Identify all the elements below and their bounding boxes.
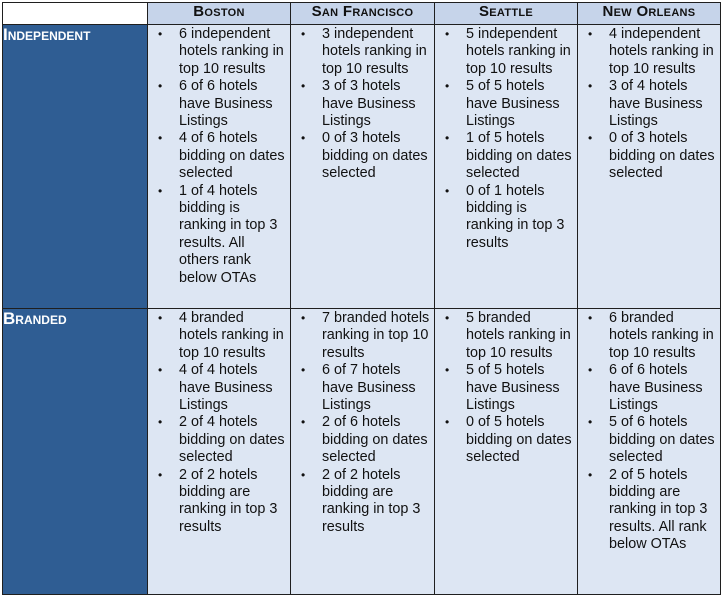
bullet-item	[435, 310, 573, 362]
bullet-item	[578, 130, 716, 182]
bullet-text: 4 of 6 hotels bidding on dates selected	[179, 130, 285, 182]
bullet-icon: •	[158, 27, 163, 41]
bullet-text: 3 of 3 hotels have Business Listings	[322, 78, 416, 130]
bullet-icon: •	[445, 363, 450, 378]
column-header-seattle: Seattle	[435, 3, 578, 25]
bullet-text: 5 of 5 hotels have Business Listings	[466, 78, 560, 130]
bullet-item	[435, 26, 573, 78]
bullet-item	[435, 130, 573, 182]
bullet-item	[291, 130, 430, 182]
bullet-icon: •	[301, 363, 306, 378]
row-independent	[3, 25, 721, 309]
cell-independent-san-francisco	[291, 25, 435, 309]
bullet-item	[291, 310, 430, 362]
bullet-text: 0 of 3 hotels bidding on dates selected	[322, 130, 428, 182]
bullet-item	[148, 78, 286, 130]
column-header-san-francisco: San Francisco	[291, 3, 435, 25]
header-row	[3, 3, 721, 25]
bullet-icon: •	[158, 131, 163, 146]
cell-independent-boston	[148, 25, 291, 309]
bullet-item	[578, 26, 716, 78]
bullet-icon: •	[158, 363, 163, 378]
column-header-new-orleans: New Orleans	[578, 3, 721, 25]
bullet-icon: •	[301, 467, 306, 482]
bullet-text: 2 of 5 hotels bidding are ranking in top 3 results. All rank below OTAs	[609, 466, 708, 553]
bullet-text: 2 of 4 hotels bidding on dates selected	[179, 414, 285, 466]
bullet-icon: •	[588, 131, 593, 146]
bullet-item	[578, 362, 716, 414]
bullet-text: 7 branded hotels ranking in top 10 results	[322, 310, 430, 361]
bullet-icon: •	[588, 79, 593, 94]
bullet-item	[578, 310, 716, 362]
bullet-icon: •	[445, 131, 450, 146]
bullet-item	[148, 183, 286, 287]
bullet-item	[148, 362, 286, 414]
cell-independent-seattle	[435, 25, 578, 309]
bullet-icon: •	[158, 415, 163, 430]
row-branded	[3, 309, 721, 595]
bullet-icon: •	[301, 415, 306, 430]
bullet-text: 5 of 6 hotels bidding on dates selected	[609, 414, 715, 466]
bullet-text: 0 of 5 hotels bidding on dates selected	[466, 414, 572, 466]
cell-branded-seattle	[435, 309, 578, 595]
cell-branded-san-francisco	[291, 309, 435, 595]
bullet-item	[435, 362, 573, 414]
row-label-independent: Independent	[3, 25, 148, 309]
bullet-text: 6 of 6 hotels have Business Listings	[179, 78, 273, 130]
bullet-item	[291, 362, 430, 414]
bullet-item	[578, 467, 716, 554]
bullet-item	[578, 78, 716, 130]
column-header-boston: Boston	[148, 3, 291, 25]
bullet-icon: •	[588, 415, 593, 430]
comparison-table	[2, 2, 721, 595]
bullet-icon: •	[158, 311, 163, 325]
bullet-icon: •	[301, 311, 306, 325]
bullet-item	[148, 26, 286, 78]
cell-branded-new-orleans	[578, 309, 721, 595]
bullet-text: 6 branded hotels ranking in top 10 results	[609, 310, 714, 361]
bullet-icon: •	[158, 467, 163, 482]
bullet-text: 5 branded hotels ranking in top 10 results	[466, 310, 571, 361]
bullet-item	[435, 183, 573, 253]
bullet-icon: •	[158, 183, 163, 198]
bullet-icon: •	[445, 415, 450, 430]
bullet-icon: •	[588, 27, 593, 41]
bullet-text: 3 independent hotels ranking in top 10 results	[322, 26, 427, 77]
bullet-item	[578, 414, 716, 466]
bullet-text: 2 of 2 hotels bidding are ranking in top 3 results	[322, 466, 421, 535]
bullet-text: 4 branded hotels ranking in top 10 results	[179, 310, 284, 361]
bullet-icon: •	[588, 311, 593, 325]
cell-independent-new-orleans	[578, 25, 721, 309]
bullet-text: 1 of 5 hotels bidding on dates selected	[466, 130, 572, 182]
bullet-text: 0 of 3 hotels bidding on dates selected	[609, 130, 715, 182]
bullet-icon: •	[445, 183, 450, 198]
bullet-text: 4 independent hotels ranking in top 10 results	[609, 26, 714, 77]
bullet-item	[148, 310, 286, 362]
cell-branded-boston	[148, 309, 291, 595]
bullet-text: 2 of 2 hotels bidding are ranking in top 3 results	[179, 466, 278, 535]
bullet-text: 6 of 6 hotels have Business Listings	[609, 362, 703, 414]
bullet-text: 6 independent hotels ranking in top 10 results	[179, 26, 284, 77]
bullet-item	[435, 414, 573, 466]
bullet-item	[291, 26, 430, 78]
bullet-item	[291, 467, 430, 537]
bullet-icon: •	[301, 27, 306, 41]
bullet-icon: •	[445, 27, 450, 41]
bullet-icon: •	[445, 79, 450, 94]
bullet-icon: •	[588, 467, 593, 482]
bullet-text: 4 of 4 hotels have Business Listings	[179, 362, 273, 414]
bullet-text: 3 of 4 hotels have Business Listings	[609, 78, 703, 130]
bullet-item	[148, 130, 286, 182]
bullet-icon: •	[588, 363, 593, 378]
bullet-text: 6 of 7 hotels have Business Listings	[322, 362, 416, 414]
bullet-text: 1 of 4 hotels bidding is ranking in top 3 results. All others rank below OTAs	[179, 182, 278, 286]
bullet-item	[291, 78, 430, 130]
bullet-icon: •	[301, 131, 306, 146]
bullet-text: 0 of 1 hotels bidding is ranking in top 3 results	[466, 182, 565, 251]
bullet-item	[148, 467, 286, 537]
bullet-icon: •	[301, 79, 306, 94]
bullet-icon: •	[445, 311, 450, 325]
bullet-item	[148, 414, 286, 466]
bullet-icon: •	[158, 79, 163, 94]
bullet-text: 5 of 5 hotels have Business Listings	[466, 362, 560, 414]
bullet-text: 2 of 6 hotels bidding on dates selected	[322, 414, 428, 466]
row-label-branded: Branded	[3, 309, 148, 595]
bullet-text: 5 independent hotels ranking in top 10 results	[466, 26, 571, 77]
corner-cell	[3, 3, 148, 25]
bullet-item	[435, 78, 573, 130]
bullet-item	[291, 414, 430, 466]
